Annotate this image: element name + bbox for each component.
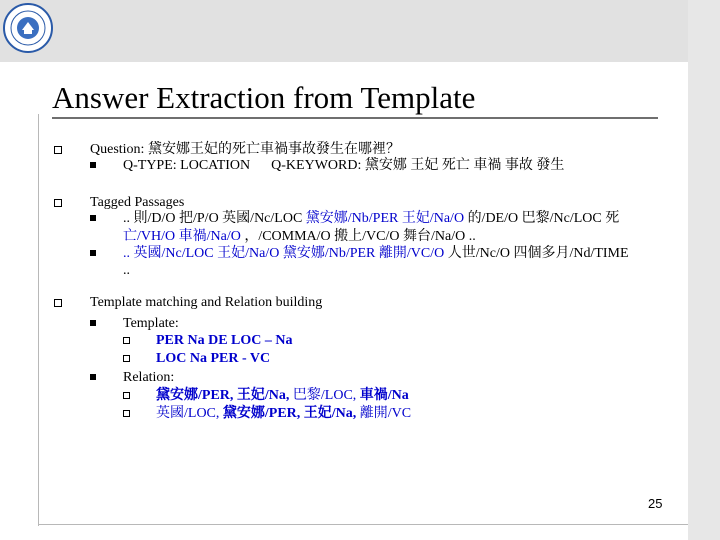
passage-2-highlight: .. 英國/Nc/LOC 王妃/Na/O 黛安娜/Nb/PER 離開/VC/O (123, 246, 448, 261)
relation-1-part: 黛安娜/PER, 王妃/Na, (156, 388, 293, 403)
slide-title: Answer Extraction from Template (52, 80, 476, 115)
header-band (0, 0, 720, 62)
bullet-solid (90, 374, 96, 380)
bullet-hollow-small (123, 337, 130, 344)
relation-label: Relation: (123, 370, 175, 385)
passage-2-line-1 (123, 245, 629, 263)
bullet-hollow-small (123, 355, 130, 362)
question-keyword: Q-KEYWORD: 黛安娜 王妃 死亡 車禍 事故 發生 (271, 158, 565, 173)
template-label: Template: (123, 316, 179, 331)
question-type: Q-TYPE: LOCATION (123, 158, 251, 173)
template-section-heading: Template matching and Relation building (90, 295, 323, 310)
bullet-solid (90, 215, 96, 221)
bullet-hollow (54, 299, 62, 307)
passage-1-segment: .. 則/D/O 把/P/O 英國/Nc/LOC (123, 211, 306, 226)
bullet-hollow-small (123, 410, 130, 417)
bullet-solid (90, 162, 96, 168)
left-frame-line (38, 114, 39, 526)
question-text: Question: 黛安娜王妃的死亡車禍事故發生在哪裡？ (90, 142, 400, 157)
right-margin-strip (688, 0, 720, 540)
relation-2-part: 黛安娜/PER, 王妃/Na, (222, 406, 360, 421)
relation-1-part: 車禍/Na (359, 388, 409, 403)
bottom-frame-line (38, 524, 688, 525)
relation-2 (156, 405, 411, 423)
template-1: PER Na DE LOC – Na (156, 333, 293, 348)
relation-1-part: 巴黎/LOC, (292, 388, 360, 403)
passage-1-line-2 (123, 228, 476, 246)
relation-1 (156, 387, 409, 405)
tagged-passages-heading: Tagged Passages (90, 195, 185, 210)
passage-1-line-1 (123, 210, 619, 228)
bullet-solid (90, 320, 96, 326)
title-divider (52, 117, 658, 119)
passage-2-line-2: .. (123, 263, 130, 278)
university-seal-icon (2, 2, 54, 54)
bullet-hollow (54, 199, 62, 207)
bullet-solid (90, 250, 96, 256)
passage-2-segment: 人世/Nc/O 四個多月/Nd/TIME (447, 246, 629, 261)
template-2: LOC Na PER - VC (156, 351, 271, 366)
passage-1-segment: 的/DE/O 巴黎/Nc/LOC 死 (467, 211, 620, 226)
relation-2-part: 離開/VC (359, 406, 412, 421)
relation-2-part: 英國/LOC, (156, 406, 223, 421)
bullet-hollow (54, 146, 62, 154)
page-number: 25 (648, 496, 663, 511)
passage-1-highlight: 黛安娜/Nb/PER 王妃/Na/O (305, 211, 468, 226)
passage-1-segment: ，/COMMA/O 搬上/VC/O 舞台/Na/O .. (244, 229, 476, 244)
bullet-hollow-small (123, 392, 130, 399)
question-type-line (123, 157, 564, 175)
passage-1-highlight: 亡/VH/O 車禍/Na/O (123, 229, 245, 244)
